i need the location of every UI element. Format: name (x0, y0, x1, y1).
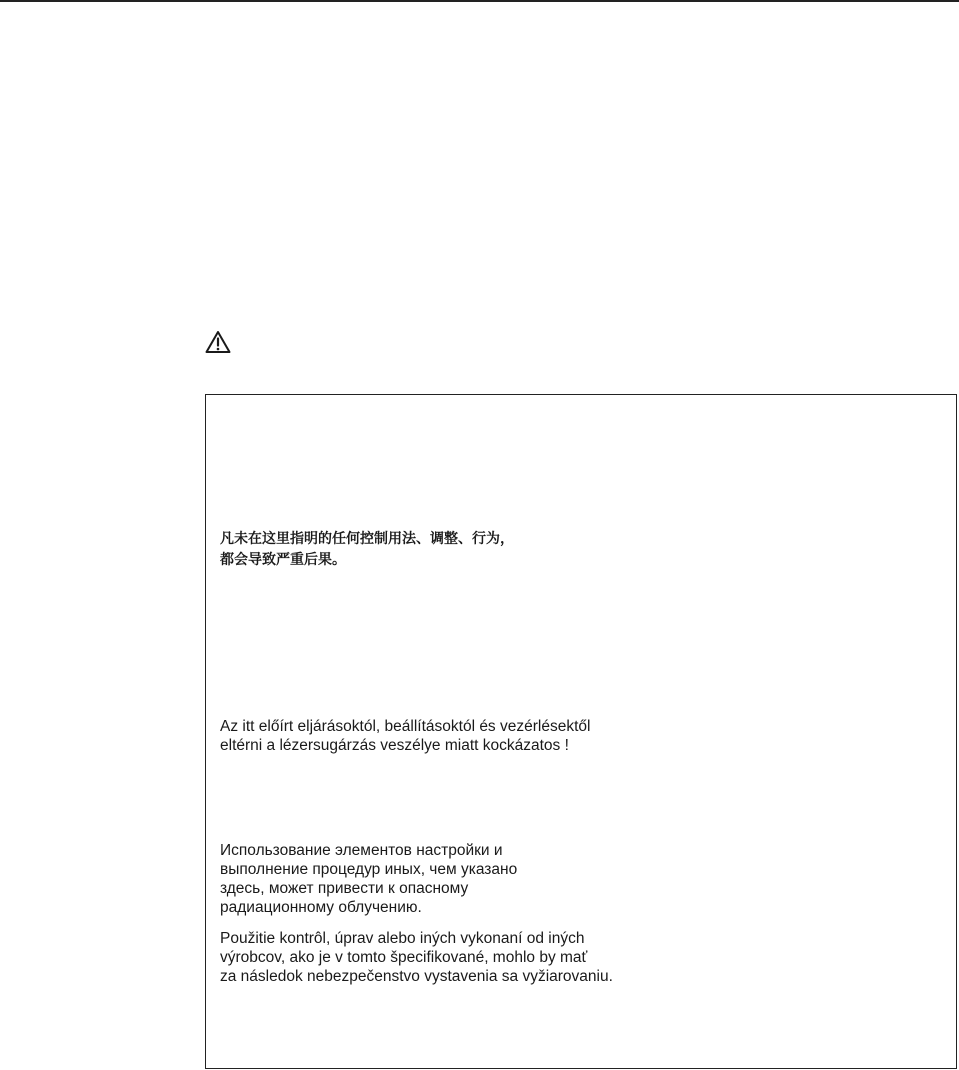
notice-hungarian: Az itt előírt eljárásoktól, beállításoktól és vezérlésektől eltérni a lézersugárzás veszélye miatt kockázatos ! (220, 718, 591, 754)
laser-notice-box (205, 394, 957, 1069)
warning-triangle-icon (205, 330, 231, 354)
notice-slovak: Použitie kontrôl, úprav alebo iných vykonaní od iných výrobcov, ako je v tomto špecifikované, mohlo by mať za následok nebezpečenstvo vystavenia sa vyžiarovaniu. (220, 930, 613, 985)
notice-chinese: 凡未在这里指明的任何控制用法、调整、行为， 都会导致严重后果。 (220, 531, 514, 568)
notice-russian: Использование элементов настройки и выполнение процедур иных, чем указано здесь, может привести к опасному радиационному облучению. (220, 842, 518, 916)
top-rule (0, 0, 959, 2)
